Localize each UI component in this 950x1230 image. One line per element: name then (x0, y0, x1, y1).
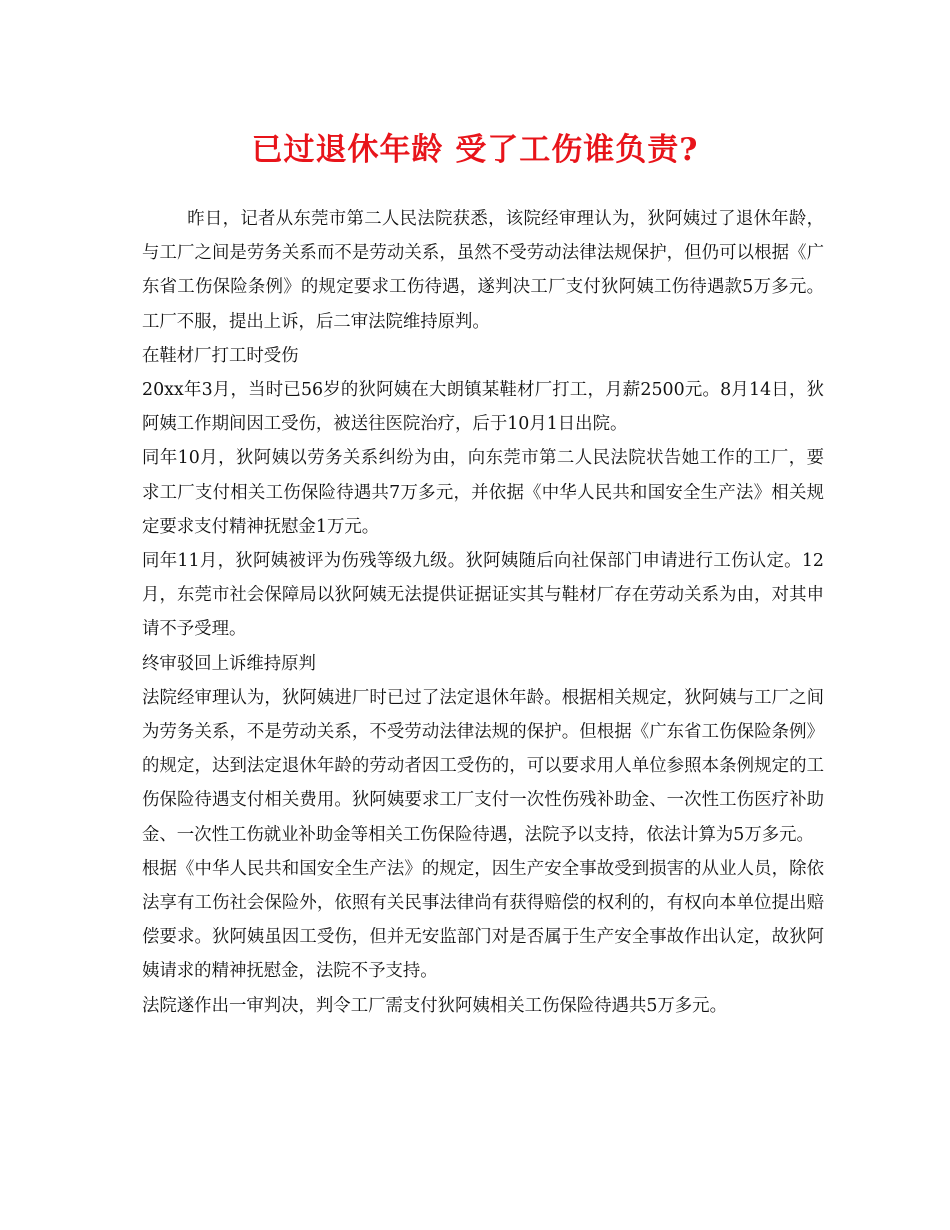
paragraph: 同年11月，狄阿姨被评为伤残等级九级。狄阿姨随后向社保部门申请进行工伤认定。12月，东莞市社会保障局以狄阿姨无法提供证据证实其与鞋材厂存在劳动关系为由，对其申请不予受理。 (142, 551, 824, 640)
paragraph: 法院遂作出一审判决，判令工厂需支付狄阿姨相关工伤保险待遇共5万多元。 (142, 995, 727, 1016)
paragraph-intro: 昨日，记者从东莞市第二人民法院获悉，该院经审理认为，狄阿姨过了退休年龄，与工厂之间是劳务关系而不是劳动关系，虽然不受劳动法律法规保护，但仍可以根据《广东省工伤保险条例》的规定要求工伤待遇，遂判决工厂支付狄阿姨工伤待遇款5万多元。工厂不服，提出上诉，后二审法院维持原判。 (142, 209, 824, 332)
document-body (142, 202, 824, 1023)
paragraph: 法院经审理认为，狄阿姨进厂时已过了法定退休年龄。根据相关规定，狄阿姨与工厂之间为劳务关系，不是劳动关系，不受劳动法律法规的保护。但根据《广东省工伤保险条例》的规定，达到法定退休年龄的劳动者因工受伤的，可以要求用人单位参照本条例规定的工伤保险待遇支付相关费用。狄阿姨要求工厂支付一次性伤残补助金、一次性工伤医疗补助金、一次性工伤就业补助金等相关工伤保险待遇，法院予以支持，依法计算为5万多元。 (142, 687, 824, 845)
paragraph: 根据《中华人民共和国安全生产法》的规定，因生产安全事故受到损害的从业人员，除依法享有工伤社会保险外，依照有关民事法律尚有获得赔偿的权利的，有权向本单位提出赔偿要求。狄阿姨虽因工受伤，但并无安监部门对是否属于生产安全事故作出认定，故狄阿姨请求的精神抚慰金，法院不予支持。 (142, 858, 824, 982)
section-heading: 终审驳回上诉维持原判 (142, 653, 316, 674)
section-heading: 在鞋材厂打工时受伤 (142, 345, 299, 366)
document-title: 已过退休年龄 受了工伤谁负责? (251, 132, 699, 168)
paragraph: 20xx年3月，当时已56岁的狄阿姨在大朗镇某鞋材厂打工，月薪2500元。8月14日，狄阿姨工作期间因工受伤，被送往医院治疗，后于10月1日出院。 (142, 380, 824, 435)
paragraph: 同年10月，狄阿姨以劳务关系纠纷为由，向东莞市第二人民法院状告她工作的工厂，要求工厂支付相关工伤保险待遇共7万多元，并依据《中华人民共和国安全生产法》相关规定要求支付精神抚慰金1万元。 (142, 448, 824, 537)
